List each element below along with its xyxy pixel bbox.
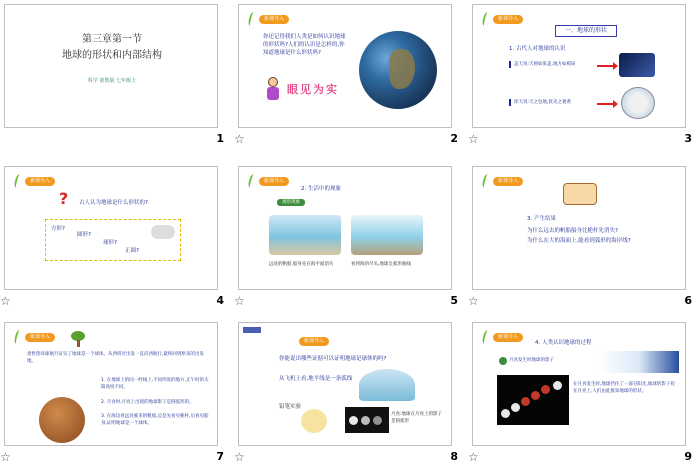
slide-number: 9 (684, 450, 692, 463)
sea-sailboat-image (269, 215, 341, 255)
slide-question: 古人认为地球是什么形状的? (79, 200, 148, 206)
coast-image (351, 215, 423, 255)
tree-icon (71, 331, 85, 347)
shape-label: 圆形? (77, 232, 91, 238)
slide-cell-5[interactable] (234, 162, 464, 312)
sun-earth-diagram (599, 351, 679, 373)
slide-point: 1. 古代人对地球的认识 (509, 46, 566, 52)
globe-diagram (39, 397, 85, 443)
slide-text-line: 从飞机上看,地平线是一条弧线 (279, 376, 353, 382)
lunar-eclipse-image (345, 407, 389, 433)
slide-body-text: 在月食发生时,地球挡住了一部分阳光,地球的影子投在月亮上,人们由此推知地球的形状。 (573, 382, 675, 394)
slide-cell-2[interactable] (234, 0, 464, 150)
slide-number: 1 (216, 132, 224, 145)
slide-thumbnail-9[interactable] (472, 322, 686, 446)
section-badge: 新课导入 (25, 177, 55, 186)
swoosh-icon (247, 173, 256, 188)
slide-cell-9[interactable] (468, 318, 698, 468)
swoosh-icon (481, 11, 490, 26)
starry-sky-image (619, 53, 655, 77)
shape-label: 方形? (51, 226, 65, 232)
section-pill: 观察现象 (277, 199, 305, 206)
slide-number: 2 (450, 132, 458, 145)
shape-label: 正圆? (125, 248, 139, 254)
slide-heading: 2. 生活中的现象 (301, 186, 341, 192)
slide-banner-text: 眼见为实 (287, 83, 339, 96)
section-badge: 新课导入 (493, 177, 523, 186)
slide-cell-7[interactable] (0, 318, 230, 468)
earth-image (359, 31, 437, 109)
slide-number: 6 (684, 294, 692, 307)
horizon-image (359, 369, 415, 401)
diagram-tag: 月食发生时地球的影子 (509, 358, 554, 363)
slide-thumbnail-8[interactable] (238, 322, 452, 446)
section-badge: 新课导入 (25, 333, 55, 342)
slide-heading: 4. 人类认识地球的过程 (535, 340, 592, 346)
eclipse-caption: 月食:地球在月亮上的影子是圆弧形 (391, 412, 443, 424)
slide-number: 3 (684, 132, 692, 145)
slide-title: 第三章第一节 (82, 34, 142, 45)
question-mark-icon: ? (59, 189, 69, 208)
slide-cell-8[interactable] (234, 318, 464, 468)
slide-question: 为什么远去的帆船船身比桅杆先消失? (527, 228, 618, 234)
section-badge: 新课导入 (493, 15, 523, 24)
slide-intro-text: 麦哲伦环球航行证实了地球是一个球体。从西班牙出发一直向西航行,最终回到原来的出发地。 (27, 352, 204, 364)
star-icon[interactable]: ☆ (0, 450, 11, 464)
slide-cell-1[interactable] (0, 0, 230, 150)
slide-thumbnail-5[interactable] (238, 166, 452, 290)
arrow-icon (597, 65, 615, 67)
swoosh-icon (481, 173, 490, 188)
slide-cell-6[interactable] (468, 162, 698, 312)
cartoon-girl-icon (265, 77, 281, 101)
star-icon[interactable]: ☆ (234, 450, 245, 464)
slide-subtitle: 科学 浙教版 七年级上 (87, 78, 137, 84)
swoosh-icon (481, 329, 490, 344)
theory-row-1: 盖天说:天圆如张盖,地方如棋局 (509, 61, 595, 68)
students-reading-icon (563, 183, 597, 205)
theory-row-2: 浑天说:天之包地,犹壳之裹黄 (509, 99, 595, 106)
star-icon[interactable]: ☆ (468, 294, 479, 308)
star-icon[interactable]: ☆ (468, 132, 479, 146)
section-badge: 新课导入 (259, 15, 289, 24)
swoosh-icon (247, 11, 256, 26)
slide-thumbnail-2[interactable] (238, 4, 452, 128)
slide-number: 7 (216, 450, 224, 463)
arrow-icon (597, 103, 615, 105)
swoosh-icon (13, 329, 22, 344)
slide-thumbnail-1[interactable] (4, 4, 218, 128)
cloud-icon (151, 225, 175, 239)
slide-number: 4 (216, 294, 224, 307)
section-badge: 新课导入 (299, 337, 329, 346)
slide-cell-3[interactable] (468, 0, 698, 150)
evidence-paragraph: 1. 在地球上的同一经线上,不同纬度的地方,正午时的太阳高度不同。 (101, 378, 209, 390)
slide-cell-4[interactable] (0, 162, 230, 312)
eclipse-marker-icon (499, 357, 507, 365)
star-icon[interactable]: ☆ (468, 450, 479, 464)
shape-label: 球形? (103, 240, 117, 246)
section-badge: 新课导入 (259, 177, 289, 186)
slide-number: 5 (450, 294, 458, 307)
star-icon[interactable]: ☆ (234, 294, 245, 308)
evidence-paragraph: 3. 在海边看远处驶来的帆船,总是先看见桅杆,后看见船身,证明地球是一个球体。 (101, 414, 209, 426)
star-icon[interactable]: ☆ (0, 294, 11, 308)
pencil-globe-diagram (301, 409, 327, 433)
dome-image (621, 87, 655, 119)
slide-question: 为什么在大的海面上,能看到弧形的海岸线? (527, 238, 631, 244)
notebook-icon (243, 327, 261, 333)
image-caption: 远处的帆船,船身先在海平面消失 (269, 262, 334, 267)
slide-heading: 一、地球的形状 (555, 25, 617, 37)
slide-heading: 3. 产生结果 (527, 216, 556, 222)
slide-thumbnail-4[interactable] (4, 166, 218, 290)
swoosh-icon (13, 173, 22, 188)
slide-body-text: 你还记得我们人类是如何认识地球的形状吗?人们的认识是怎样的,你知道地球是什么形状吗? (263, 34, 346, 56)
slide-thumbnail-3[interactable] (472, 4, 686, 128)
slide-number: 8 (450, 450, 458, 463)
slide-thumbnail-7[interactable] (4, 322, 218, 446)
lunar-eclipse-sequence-image (497, 375, 569, 425)
slide-question: 你能说出哪些证据可以证明地球是球体的吗? (279, 356, 387, 362)
star-icon[interactable]: ☆ (234, 132, 245, 146)
slide-title-line2: 地球的形状和内部结构 (62, 50, 162, 61)
experiment-label: 铅笔实验 (279, 404, 302, 410)
slide-thumbnail-6[interactable] (472, 166, 686, 290)
evidence-paragraph: 2. 月食时,月亮上出现的地球影子是圆弧形的。 (101, 400, 194, 405)
section-badge: 新课导入 (493, 333, 523, 342)
image-caption: 看到海的尽头,地球呈弧形曲线 (351, 262, 411, 267)
